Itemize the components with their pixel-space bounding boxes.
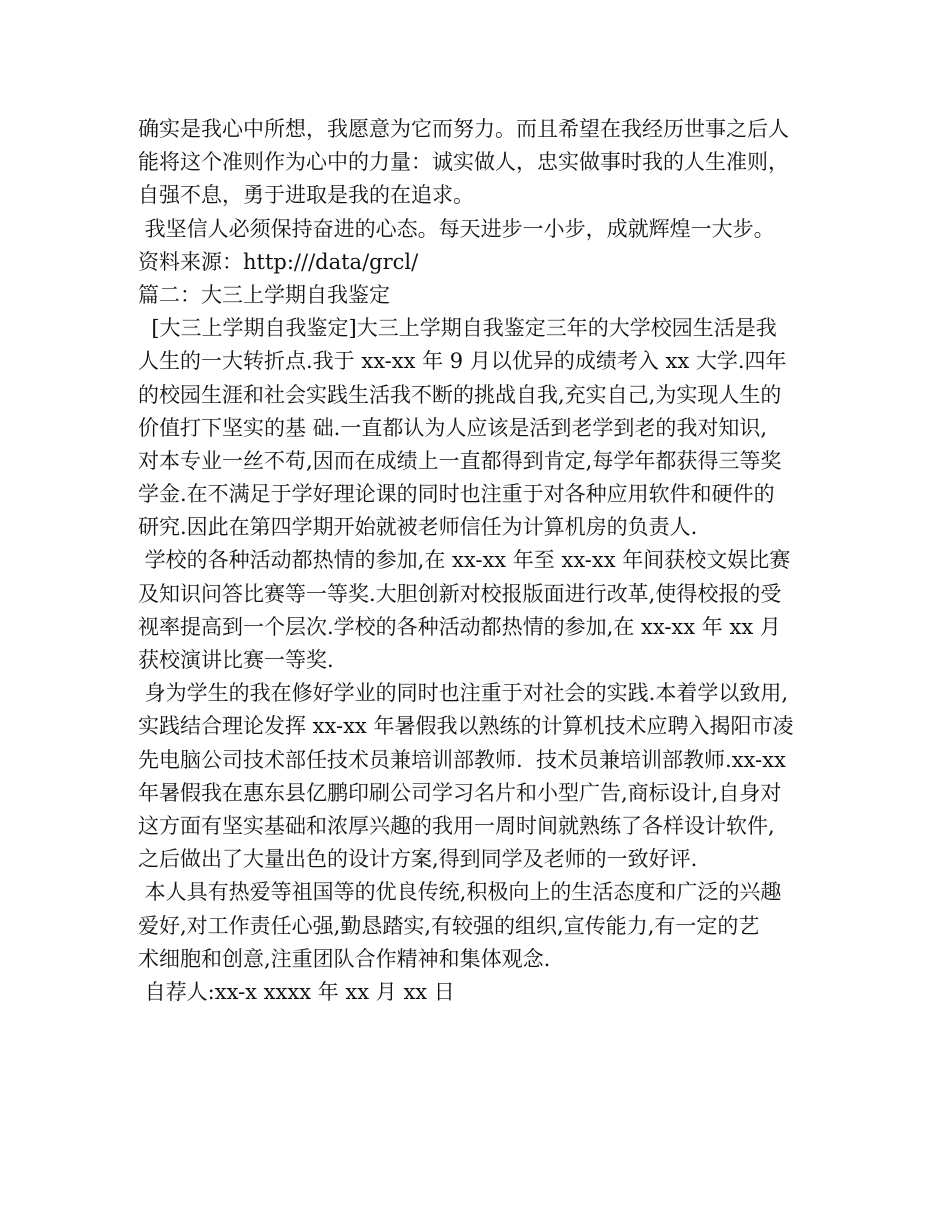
text-line: 确实是我心中所想，我愿意为它而努力。而且希望在我经历世事之后人 bbox=[138, 117, 789, 141]
text-line: 获校演讲比赛一等奖. bbox=[138, 648, 334, 672]
text-line: 价值打下坚实的基 础.一直都认为人应该是活到老学到老的我对知识, bbox=[138, 415, 768, 440]
document-body bbox=[138, 113, 818, 1009]
text-line: 先电脑公司技术部任技术员兼培训部教师. 技术员兼培训部教师.xx-xx bbox=[138, 747, 786, 772]
text-line: 本人具有热爱等祖国等的优良传统,积极向上的生活态度和广泛的兴趣 bbox=[138, 880, 782, 905]
text-line: [大三上学期自我鉴定]大三上学期自我鉴定三年的大学校园生活是我 bbox=[138, 316, 777, 341]
text-line: 视率提高到一个层次.学校的各种活动都热情的参加,在 xx-xx 年 xx 月 bbox=[138, 614, 781, 639]
text-line: 术细胞和创意,注重团队合作精神和集体观念. bbox=[138, 946, 551, 971]
text-line: 人生的一大转折点.我于 xx-xx 年 9 月以优异的成绩考入 xx 大学.四年 bbox=[138, 349, 787, 374]
text-line: 的校园生涯和社会实践生活我不断的挑战自我,充实自己,为实现人生的 bbox=[138, 382, 782, 407]
section-heading: 篇二：大三上学期自我鉴定 bbox=[138, 282, 390, 307]
text-line: 实践结合理论发挥 xx-xx 年暑假我以熟练的计算机技术应聘入揭阳市凌 bbox=[138, 714, 794, 739]
text-line: 爱好,对工作责任心强,勤恳踏实,有较强的组织,宣传能力,有一定的艺 bbox=[138, 913, 760, 938]
text-line: 这方面有坚实基础和浓厚兴趣的我用一周时间就熟练了各样设计软件, bbox=[138, 813, 775, 838]
text-line: 身为学生的我在修好学业的同时也注重于对社会的实践.本着学以致用, bbox=[138, 681, 789, 706]
text-line: 学金.在不满足于学好理论课的同时也注重于对各种应用软件和硬件的 bbox=[138, 482, 775, 507]
text-line: 对本专业一丝不苟,因而在成绩上一直都得到肯定,每学年都获得三等奖 bbox=[138, 448, 782, 473]
signature-line: 自荐人:xx-x xxxx 年 xx 月 xx 日 bbox=[138, 979, 455, 1004]
text-line: 能将这个准则作为心中的力量：诚实做人，忠实做事时我的人生准则， bbox=[138, 150, 789, 175]
text-line: 学校的各种活动都热情的参加,在 xx-xx 年至 xx-xx 年间获校文娱比赛 bbox=[138, 548, 791, 573]
text-line: 自强不息，勇于进取是我的在追求。 bbox=[138, 183, 474, 208]
source-line: 资料来源：http:///data/grcl/ bbox=[138, 249, 419, 274]
text-line: 及知识问答比赛等一等奖.大胆创新对校报版面进行改革,使得校报的受 bbox=[138, 581, 782, 606]
text-line: 年暑假我在惠东县亿鹏印刷公司学习名片和小型广告,商标设计,自身对 bbox=[138, 780, 782, 805]
text-line: 研究.因此在第四学期开始就被老师信任为计算机房的负责人. bbox=[138, 515, 698, 540]
text-line: 我坚信人必须保持奋进的心态。每天进步一小步，成就辉煌一大步。 bbox=[138, 216, 775, 241]
text-line: 之后做出了大量出色的设计方案,得到同学及老师的一致好评. bbox=[138, 847, 698, 872]
